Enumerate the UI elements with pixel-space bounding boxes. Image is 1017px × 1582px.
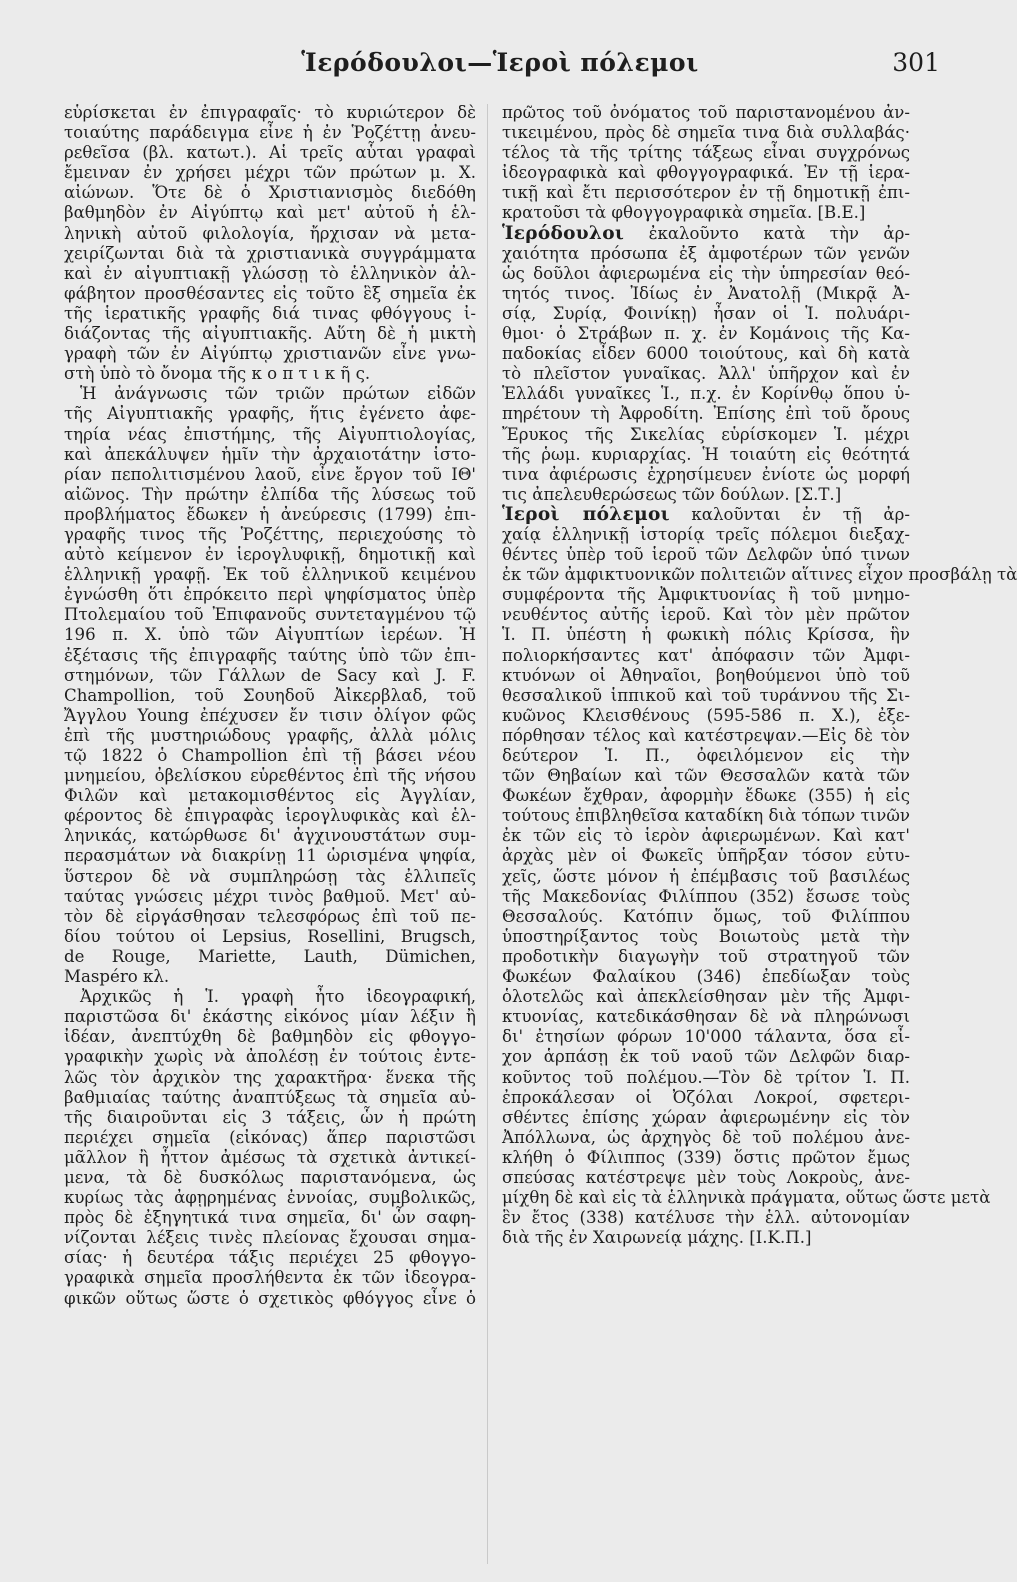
text-line: Φωκέων Φαλαίκου (346) ἐπεδίωξαν τοὺς xyxy=(502,967,910,987)
text-line: θέντες ὑπὲρ τοῦ ἱεροῦ τῶν Δελφῶν ὑπό τινων xyxy=(502,545,910,565)
text-line: σίας· ἡ δευτέρα τάξις περιέχει 25 φθογγο- xyxy=(64,1248,476,1268)
text-line: ἐκ τῶν εἰς τὸ ἱερὸν ἀφιερωμένων. Καὶ κατ' xyxy=(502,826,910,846)
text-line: γραφικὰ σημεῖα προσλήθεντα ἐκ τῶν ἰδεογρα- xyxy=(64,1268,476,1288)
text-line: τικειμένου, πρὸς δὲ σημεῖα τινα διὰ συλλαβάς· xyxy=(502,123,910,143)
text-line: κλήθη ὁ Φίλιππος (339) ὅστις πρῶτον ἔμως xyxy=(502,1147,910,1167)
running-title: Ἱερόδουλοι—Ἱεροὶ πόλεμοι xyxy=(301,48,699,77)
text-line: Φιλῶν καὶ μετακομισθέντος εἰς Ἀγγλίαν, xyxy=(64,786,476,806)
text-line: Ἀρχικῶς ἡ Ἱ. γραφὴ ἦτο ἰδεογραφική, xyxy=(80,987,476,1007)
text-line: μενα, τὰ δὲ δυσκόλως παριστανόμενα, ὡς xyxy=(64,1167,476,1187)
text-line: Ἡ ἀνάγνωσις τῶν τριῶν πρώτων εἰδῶν xyxy=(80,384,476,404)
text-line: παριστῶσα δι' ἑκάστης εἰκόνος μίαν λέξιν ἢ xyxy=(64,1007,476,1027)
text-line: μίχθη δὲ καὶ εἰς τὰ ἑλληνικὰ πράγματα, οὕτως ὥστε μετὰ xyxy=(502,1188,991,1208)
text-line: προβλήματος ἔδωκεν ἡ ἀνεύρεσις (1799) ἐπι- xyxy=(64,504,476,524)
text-line: καὶ ἀπεκάλυψεν ἡμῖν τὴν ἀρχαιοτάτην ἱστο- xyxy=(64,444,476,464)
text-line: φάβητον προσθέσαντες εἰς τοῦτο ἓξ σημεῖα ἐκ xyxy=(64,283,476,303)
text-line: τὸ πλεῖστον γυναῖκας. Ἀλλ' ὑπῆρχον καὶ ἐν xyxy=(502,364,910,384)
text-line: σίᾳ, Συρίᾳ, Φοινίκῃ) ἦσαν οἱ Ἱ. πολυάρι- xyxy=(502,303,910,323)
text-line: ἑλληνικῇ γραφῇ. Ἐκ τοῦ ἑλληνικοῦ κειμένου xyxy=(64,565,476,585)
text-line: Ἀπόλλωνα, ὡς ἀρχηγὸς δὲ τοῦ πολέμου ἀνε- xyxy=(502,1127,910,1147)
text-line: στημόνων, τῶν Γάλλων de Sacy καὶ J. F. xyxy=(64,665,476,685)
text-line: παδοκίας εἶδεν 6000 τοιούτους, καὶ δὴ κατὰ xyxy=(502,344,910,364)
text-line: κτυονίας, κατεδικάσθησαν δὲ νὰ πληρώνωσι xyxy=(502,1007,910,1027)
text-line: Θεσσαλούς. Κατόπιν ὅμως, τοῦ Φιλίππου xyxy=(502,906,910,926)
text-line: αἰῶνος. Τὴν πρώτην ἐλπίδα τῆς λύσεως τοῦ xyxy=(64,484,476,504)
column-divider xyxy=(487,104,488,1564)
text-line: ἐπροκάλεσαν οἱ Ὀζόλαι Λοκροί, σφετερι- xyxy=(502,1087,910,1107)
text-line: χεῖς, ὥστε μόνον ἡ ἐπέμβασις τοῦ βασιλέως xyxy=(502,866,910,886)
text-line: θεσσαλικοῦ ἱππικοῦ καὶ τοῦ τυράννου τῆς Σι- xyxy=(502,685,910,705)
text-line: ἐπὶ τῆς μυστηριώδους γραφῆς, ἀλλὰ μόλις xyxy=(64,725,476,745)
text-line: ληνικὴ αὐτοῦ φιλολογία, ἤρχισαν νὰ μετα- xyxy=(64,223,476,243)
text-line: τῶν Θηβαίων καὶ τῶν Θεσσαλῶν κατὰ τῶν xyxy=(502,766,910,786)
text-line: δεύτερον Ἱ. Π., ὀφειλόμενον εἰς τὴν xyxy=(502,746,910,765)
text-line: κοῦντος τοῦ πολέμου.—Τὸν δὲ τρίτον Ἱ. Π. xyxy=(502,1067,910,1087)
text-line: τινα ἀφιέρωσις ἐχρησίμευεν ἐνίοτε ὡς μορφή xyxy=(502,464,910,484)
text-line: τητός τινος. Ἰδίως ἐν Ἀνατολῇ (Μικρᾷ Ἀ- xyxy=(502,283,910,303)
text-line: de Rouge, Mariette, Lauth, Dümichen, xyxy=(64,946,476,966)
text-line: καὶ ἐν αἰγυπτιακῇ γλώσσῃ τὸ ἑλληνικὸν ἀλ- xyxy=(64,263,476,283)
text-line: φικῶν οὕτως ὥστε ὁ σχετικὸς φθόγγος εἶνε ὁ xyxy=(64,1288,476,1308)
text-line: πολιορκήσαντες κατ' ἀπόφασιν τῶν Ἀμφι- xyxy=(502,645,910,665)
text-line: κτυόνων οἱ Ἀθηναῖοι, βοηθούμενοι ὑπὸ τοῦ xyxy=(502,665,910,685)
text-line: φέροντος δὲ ἐπιγραφὰς ἱερογλυφικὰς καὶ ἑλ- xyxy=(64,806,476,826)
text-line: ὡς δοῦλοι ἀφιερωμένα εἰς τὴν ὑπηρεσίαν θεό- xyxy=(502,263,910,283)
text-line: μνημείου, ὀβελίσκου εὑρεθέντος ἐπὶ τῆς νήσου xyxy=(64,766,476,786)
text-line: βαθμιαίας ταύτης ἀναπτύξεως τὰ σημεῖα αὐ- xyxy=(64,1087,476,1107)
text-line: ληνικάς, κατώρθωσε δι' ἀγχινουστάτων συμ- xyxy=(64,826,476,846)
text-line: Φωκέων ἔχθραν, ἀφορμὴν ἔδωκε (355) ἡ εἰς xyxy=(502,786,910,806)
text-line: δίου τούτου οἱ Lepsius, Rosellini, Brugsch, xyxy=(64,926,476,946)
text-line: σπεύσας κατέστρεψε μὲν τοὺς Λοκροὺς, ἀνε- xyxy=(502,1167,910,1187)
text-line: δι' ἐτησίων φόρων 10'000 τάλαντα, ὅσα εἶ- xyxy=(502,1027,910,1047)
text-line: τῆς ῥωμ. κυριαρχίας. Ἡ τοιαύτη εἰς θεότητά xyxy=(502,444,910,464)
text-line: γραφὴ τῶν ἐν Αἰγύπτῳ χριστιανῶν εἶνε γνω- xyxy=(64,344,476,364)
entry-headword: Ἱερόδουλοι xyxy=(502,222,625,244)
text-line: 196 π. Χ. ὑπὸ τῶν Αἰγυπτίων ἱερέων. Ἡ xyxy=(64,625,476,645)
text-line: προδοτικὴν διαγωγὴν τοῦ στρατηγοῦ τῶν xyxy=(502,946,910,966)
text-line: χειρίζωνται διὰ τὰ χριστιανικὰ συγγράμματα xyxy=(64,243,476,263)
text-line: τῆς ἱερατικῆς γραφῆς διά τινας φθόγγους ἰ- xyxy=(64,303,476,323)
text-line: στὴ ὑπὸ τὸ ὄνομα τῆς κ ο π τ ι κ ῆ ς. xyxy=(64,364,371,384)
text-line: κυρίως τὰς ἀφῃρημένας ἐννοίας, συμβολικῶς, xyxy=(64,1188,476,1208)
text-line: τὸν δὲ εἰργάσθησαν τελεσφόρως ἐπὶ τοῦ πε- xyxy=(64,906,476,926)
text-line: χον ἁρπάσῃ ἐκ τοῦ ναοῦ τῶν Δελφῶν διαρ- xyxy=(502,1047,910,1067)
text-line: ὕστερον δὲ νὰ συμπληρώσῃ τὰς ἐλλιπεῖς xyxy=(64,866,476,886)
page-header xyxy=(60,48,940,88)
text-line: ἓν ἔτος (338) κατέλυσε τὴν ἑλλ. αὐτονομίαν xyxy=(502,1208,910,1228)
text-line: ἰδέαν, ἀνεπτύχθη δὲ βαθμηδὸν εἰς φθογγο- xyxy=(64,1027,476,1047)
text-line: μᾶλλον ἢ ἧττον ἀμέσως τὰ σχετικὰ ἀντικεί- xyxy=(64,1147,476,1167)
text-line: Champollion, τοῦ Σουηδοῦ Ἀἰκερβλαδ, τοῦ xyxy=(64,685,476,705)
text-line: εὑρίσκεται ἐν ἐπιγραφαῖς· τὸ κυριώτερον δὲ xyxy=(64,103,476,122)
text-line: ὁλοτελῶς καὶ ἀπεκλείσθησαν μὲν τῆς Ἀμφι- xyxy=(502,987,910,1007)
text-line: διὰ τῆς ἐν Χαιρωνείᾳ μάχης. [Ι.Κ.Π.] xyxy=(502,1228,812,1248)
entry-lead-text: ἐκαλοῦντο κατὰ τὴν ἀρ- xyxy=(648,223,910,243)
text-line: ἔμειναν ἐν χρήσει μέχρι τῶν πρώτων μ. Χ. xyxy=(64,163,476,183)
right-column xyxy=(502,103,1017,1248)
text-line: πρῶτος τοῦ ὀνόματος τοῦ παριστανομένου ἀν- xyxy=(502,103,910,122)
text-line: ρεθεῖσα (βλ. κατωτ.). Αἱ τρεῖς αὗται γραφαὶ xyxy=(64,143,476,163)
text-line: Ἱ. Π. ὑπέστη ἡ φωκικὴ πόλις Κρίσσα, ἣν xyxy=(502,625,910,645)
text-line: ὑποστηρίξαντος τοὺς Βοιωτοὺς μετὰ τὴν xyxy=(502,926,910,946)
text-line: πρὸς δὲ ἐξηγητικά τινα σημεῖα, δι' ὧν σαφη- xyxy=(64,1208,476,1228)
text-line: χαιότητα πρόσωπα ἐξ ἀμφοτέρων τῶν γενῶν xyxy=(502,243,910,263)
text-line: τέλος τὰ τῆς τρίτης τάξεως εἶναι συγχρόνως xyxy=(502,143,910,163)
text-line: χαίᾳ ἑλληνικῇ ἱστορίᾳ τρεῖς πόλεμοι διεξαχ- xyxy=(502,524,910,544)
text-line: βαθμηδὸν ἐν Αἰγύπτῳ καὶ μετ' αὐτοῦ ἡ ἑλ- xyxy=(64,203,476,223)
text-line: συμφέροντα τῆς Ἀμφικτυονίας ἢ τοῦ μνημο- xyxy=(502,585,910,605)
text-line: θμοι· ὁ Στράβων π. χ. ἐν Κομάνοις τῆς Κα- xyxy=(502,324,910,344)
text-line: περιέχει σημεῖα (εἰκόνας) ἅπερ παριστῶσι xyxy=(64,1127,476,1147)
text-line: τικῇ καὶ ἔτι περισσότερον ἐν τῇ δημοτικῇ ἐπι- xyxy=(502,183,910,203)
text-line: λῶς τὸν ἀρχικὸν της χαρακτῆρα· ἕνεκα τῆς xyxy=(64,1067,476,1087)
text-line: πηρέτουν τὴ Ἀφροδίτη. Ἐπίσης ἐπὶ τοῦ ὄρους xyxy=(502,404,910,424)
text-line: Πτολεμαίου τοῦ Ἐπιφανοῦς συντεταγμένου τῷ xyxy=(64,605,476,625)
entry-headword: Ἱεροὶ πόλεμοι xyxy=(502,503,670,525)
text-line: περασμάτων νὰ διακρίνῃ 11 ὡρισμένα ψηφία, xyxy=(64,846,476,866)
text-line: τῆς Αἰγυπτιακῆς γραφῆς, ἥτις ἐγένετο ἀφε- xyxy=(64,404,476,424)
text-line: Ἄγγλου Young ἐπέχυσεν ἔν τισιν ὀλίγον φῶς xyxy=(64,705,476,725)
text-line: τοιαύτης παράδειγμα εἶνε ἡ ἐν Ῥοζέττῃ ἀνευ- xyxy=(64,123,476,143)
text-line: ἀρχὰς μὲν οἱ Φωκεῖς ὑπῆρξαν τόσον εὐτυ- xyxy=(502,846,910,866)
entry-lead-text: καλοῦνται ἐν τῇ ἀρ- xyxy=(691,504,910,524)
text-line: ρίαν πεπολιτισμένου λαοῦ, εἶνε ἔργον τοῦ ΙΘ' xyxy=(64,464,476,484)
text-line: αἰώνων. Ὅτε δὲ ὁ Χριστιανισμὸς διεδόθη xyxy=(64,183,476,203)
text-line: Maspéro κλ. xyxy=(64,967,170,987)
text-line: ἐξέτασις τῆς ἐπιγραφῆς ταύτης ὑπὸ τῶν ἐπι- xyxy=(64,645,476,665)
text-line: Ἑλλάδι γυναῖκες Ἱ., π.χ. ἐν Κορίνθῳ ὅπου ὑ- xyxy=(502,384,910,404)
text-line: τῆς διαιροῦνται εἰς 3 τάξεις, ὧν ἡ πρώτη xyxy=(64,1107,476,1127)
text-line: αὐτὸ κείμενον ἐν ἱερογλυφικῇ, δημοτικῇ καὶ xyxy=(64,545,476,565)
text-line: τηρία νέας ἐπιστήμης, τῆς Αἰγυπτιολογίας, xyxy=(64,424,476,444)
text-line: νίζονται λέξεις τινὲς πλείονας ἔχουσαι σημα- xyxy=(64,1228,476,1248)
text-line: γραφικὴν χωρὶς νὰ ἀπολέσῃ ἐν τούτοις ἐντε- xyxy=(64,1047,476,1067)
text-line: τῷ 1822 ὁ Champollion ἐπὶ τῇ βάσει νέου xyxy=(64,746,476,765)
text-line: τούτους ἐπιβληθεῖσα καταδίκη διὰ τόπων τινῶν xyxy=(502,806,910,826)
text-line: ἰδεογραφικὰ καὶ φθογγογραφικά. Ἐν τῇ ἱερα- xyxy=(502,163,910,183)
text-line: ἐγνώσθη ὅτι ἐπρόκειτο περὶ ψηφίσματος ὑπὲρ xyxy=(64,585,476,605)
text-line: Ἔρυκος τῆς Σικελίας εὑρίσκομεν Ἱ. μέχρι xyxy=(502,424,910,444)
text-line: ταύτας γνώσεις μέχρι τινὸς βαθμοῦ. Μετ' αὐ- xyxy=(64,886,476,906)
text-line: ἐκ τῶν ἀμφικτυονικῶν πολιτειῶν αἵτινες εἶχον προσβάλῃ τὰ xyxy=(502,565,1017,585)
text-line: πόρθησαν τέλος καὶ κατέστρεψαν.—Εἰς δὲ τὸν xyxy=(502,725,910,745)
entry-heading-line xyxy=(502,224,910,244)
text-line: διάζοντας τῆς αἰγυπτιακῆς. Αὕτη δὲ ἡ μικτὴ xyxy=(64,324,476,344)
text-line: κρατοῦσι τὰ φθογγογραφικὰ σημεῖα. [Β.Ε.] xyxy=(502,203,866,223)
left-column xyxy=(64,103,476,1309)
text-line: τῆς Μακεδονίας Φιλίππου (352) ἔσωσε τοὺς xyxy=(502,886,910,906)
text-line: νευθέντος αὐτῆς ἱεροῦ. Καὶ τὸν μὲν πρῶτον xyxy=(502,605,910,625)
text-line: κυῶνος Κλεισθένους (595-586 π. Χ.), ἐξε- xyxy=(502,705,910,725)
text-line: σθέντες ἐπίσης χώραν ἀφιερωμένην εἰς τὸν xyxy=(502,1107,910,1127)
text-line: τις ἀπελευθερώσεως τῶν δούλων. [Σ.Τ.] xyxy=(502,484,842,504)
text-line: γραφῆς τινος τῆς Ῥοζέττης, περιεχούσης τὸ xyxy=(64,524,476,544)
page-number: 301 xyxy=(892,48,940,77)
entry-heading-line xyxy=(502,505,910,525)
